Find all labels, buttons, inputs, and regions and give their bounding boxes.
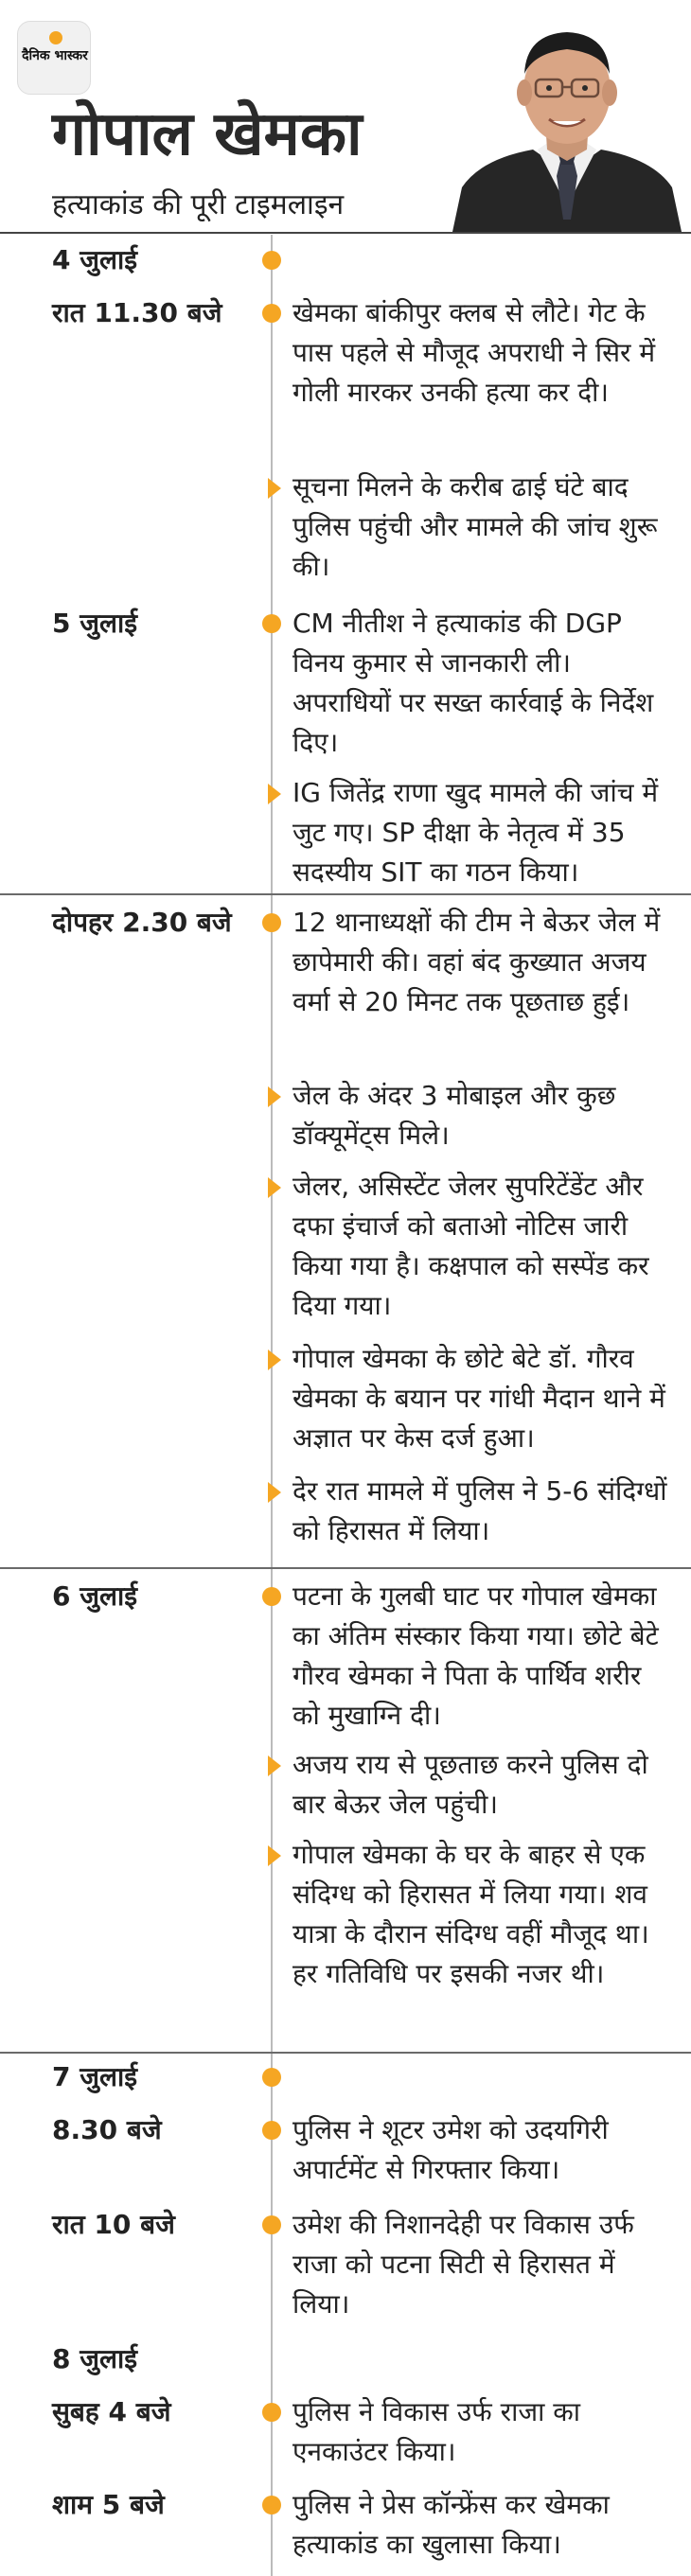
dainik-bhaskar-logo <box>17 21 91 95</box>
timeline-entry: पुलिस ने शूटर उमेश को उदयगिरी अपार्टमेंट से गिरफ्तार किया। <box>292 2114 609 2185</box>
timeline-dot-icon <box>262 2121 281 2140</box>
timeline-entry: पुलिस ने प्रेस कॉन्फ्रेंस कर खेमका हत्याकांड का खुलासा किया। <box>292 2489 610 2560</box>
timeline-arrow-icon <box>268 1177 281 1198</box>
time-label: सुबह 4 बजे <box>52 2396 171 2427</box>
timeline-entry: जेल के अंदर 3 मोबाइल और कुछ डॉक्यूमेंट्स मिले। <box>292 1080 616 1151</box>
timeline-dot-icon <box>262 1587 281 1606</box>
timeline-entry: उमेश की निशानदेही पर विकास उर्फ राजा को पटना सिटी से हिरासत में लिया। <box>292 2209 634 2320</box>
timeline-entry: अजय राय से पूछताछ करने पुलिस दो बार बेऊर जेल पहुंची। <box>292 1749 648 1820</box>
time-label: रात 11.30 बजे <box>52 297 222 328</box>
date-label: 8 जुलाई <box>52 2343 137 2374</box>
timeline-entry: जेलर, असिस्टेंट जेलर सुपरिटेंडेंट और दफा इंचार्ज को बताओ नोटिस जारी किया गया है। कक्षपाल को सस्पेंड कर दिया गया। <box>292 1171 649 1321</box>
timeline-arrow-icon <box>268 1756 281 1776</box>
date-label: 5 जुलाई <box>52 608 137 639</box>
page-subtitle: हत्याकांड की पूरी टाइमलाइन <box>52 188 345 221</box>
timeline-dot-icon <box>262 2496 281 2514</box>
section-divider <box>0 893 691 895</box>
time-label: 8.30 बजे <box>52 2114 162 2145</box>
date-label: 4 जुलाई <box>52 244 137 275</box>
timeline-arrow-icon <box>268 1086 281 1107</box>
timeline-dot-icon <box>262 2403 281 2422</box>
timeline-entry: गोपाल खेमका के घर के बाहर से एक संदिग्ध को हिरासत में लिया गया। शव यात्रा के दौरान संदिग्ध वहीं मौजूद था। हर गतिविधि पर इसकी नजर थी। <box>292 1839 649 1989</box>
timeline-dot-icon <box>262 614 281 633</box>
timeline-dot-icon <box>262 2068 281 2087</box>
timeline-entry: देर रात मामले में पुलिस ने 5-6 संदिग्धों को हिरासत में लिया। <box>292 1475 667 1546</box>
header <box>0 0 691 234</box>
section-divider <box>0 2052 691 2054</box>
timeline-dot-icon <box>262 2215 281 2234</box>
timeline-entry: सूचना मिलने के करीब ढाई घंटे बाद पुलिस पहुंची और मामले की जांच शुरू की। <box>292 471 658 582</box>
timeline-arrow-icon <box>268 1845 281 1866</box>
timeline-dot-icon <box>262 913 281 932</box>
timeline-entry: गोपाल खेमका के छोटे बेटे डॉ. गौरव खेमका के बयान पर गांधी मैदान थाने में अज्ञात पर केस दर्ज हुआ। <box>292 1343 665 1454</box>
logo-text: दैनिक भास्कर <box>22 48 88 63</box>
logo-sun-icon <box>49 31 62 44</box>
timeline-entry: पुलिस ने विकास उर्फ राजा का एनकाउंटर किया। <box>292 2396 581 2467</box>
date-label: 6 जुलाई <box>52 1580 137 1612</box>
timeline-arrow-icon <box>268 1350 281 1370</box>
time-label: दोपहर 2.30 बजे <box>52 907 232 938</box>
timeline-arrow-icon <box>268 478 281 499</box>
timeline-arrow-icon <box>268 784 281 804</box>
date-label: 7 जुलाई <box>52 2061 137 2092</box>
timeline-entry: खेमका बांकीपुर क्लब से लौटे। गेट के पास पहले से मौजूद अपराधी ने सिर में गोली मारकर उनकी हत्या कर दी। <box>292 297 656 408</box>
page-title: गोपाल खेमका <box>52 99 363 169</box>
time-label: शाम 5 बजे <box>52 2489 165 2520</box>
section-divider <box>0 1567 691 1569</box>
time-label: रात 10 बजे <box>52 2209 175 2240</box>
timeline-entry: 12 थानाध्यक्षों की टीम ने बेऊर जेल में छापेमारी की। वहां बंद कुख्यात अजय वर्मा से 20 मिनट तक पूछताछ हुई। <box>292 907 661 1017</box>
timeline-arrow-icon <box>268 1482 281 1503</box>
timeline-entry: CM नीतीश ने हत्याकांड की DGP विनय कुमार से जानकारी ली। अपराधियों पर सख्त कार्रवाई के निर्देश दिए। <box>292 608 654 758</box>
timeline-entry: IG जितेंद्र राणा खुद मामले की जांच में जुट गए। SP दीक्षा के नेतृत्व में 35 सदस्यीय SIT का गठन किया। <box>292 777 659 888</box>
timeline-dot-icon <box>262 251 281 270</box>
portrait-image <box>443 17 691 232</box>
timeline-dot-icon <box>262 304 281 323</box>
timeline-entry: पटना के गुलबी घाट पर गोपाल खेमका का अंतिम संस्कार किया गया। छोटे बेटे गौरव खेमका ने पिता के पार्थिव शरीर को मुखाग्नि दी। <box>292 1580 659 1731</box>
